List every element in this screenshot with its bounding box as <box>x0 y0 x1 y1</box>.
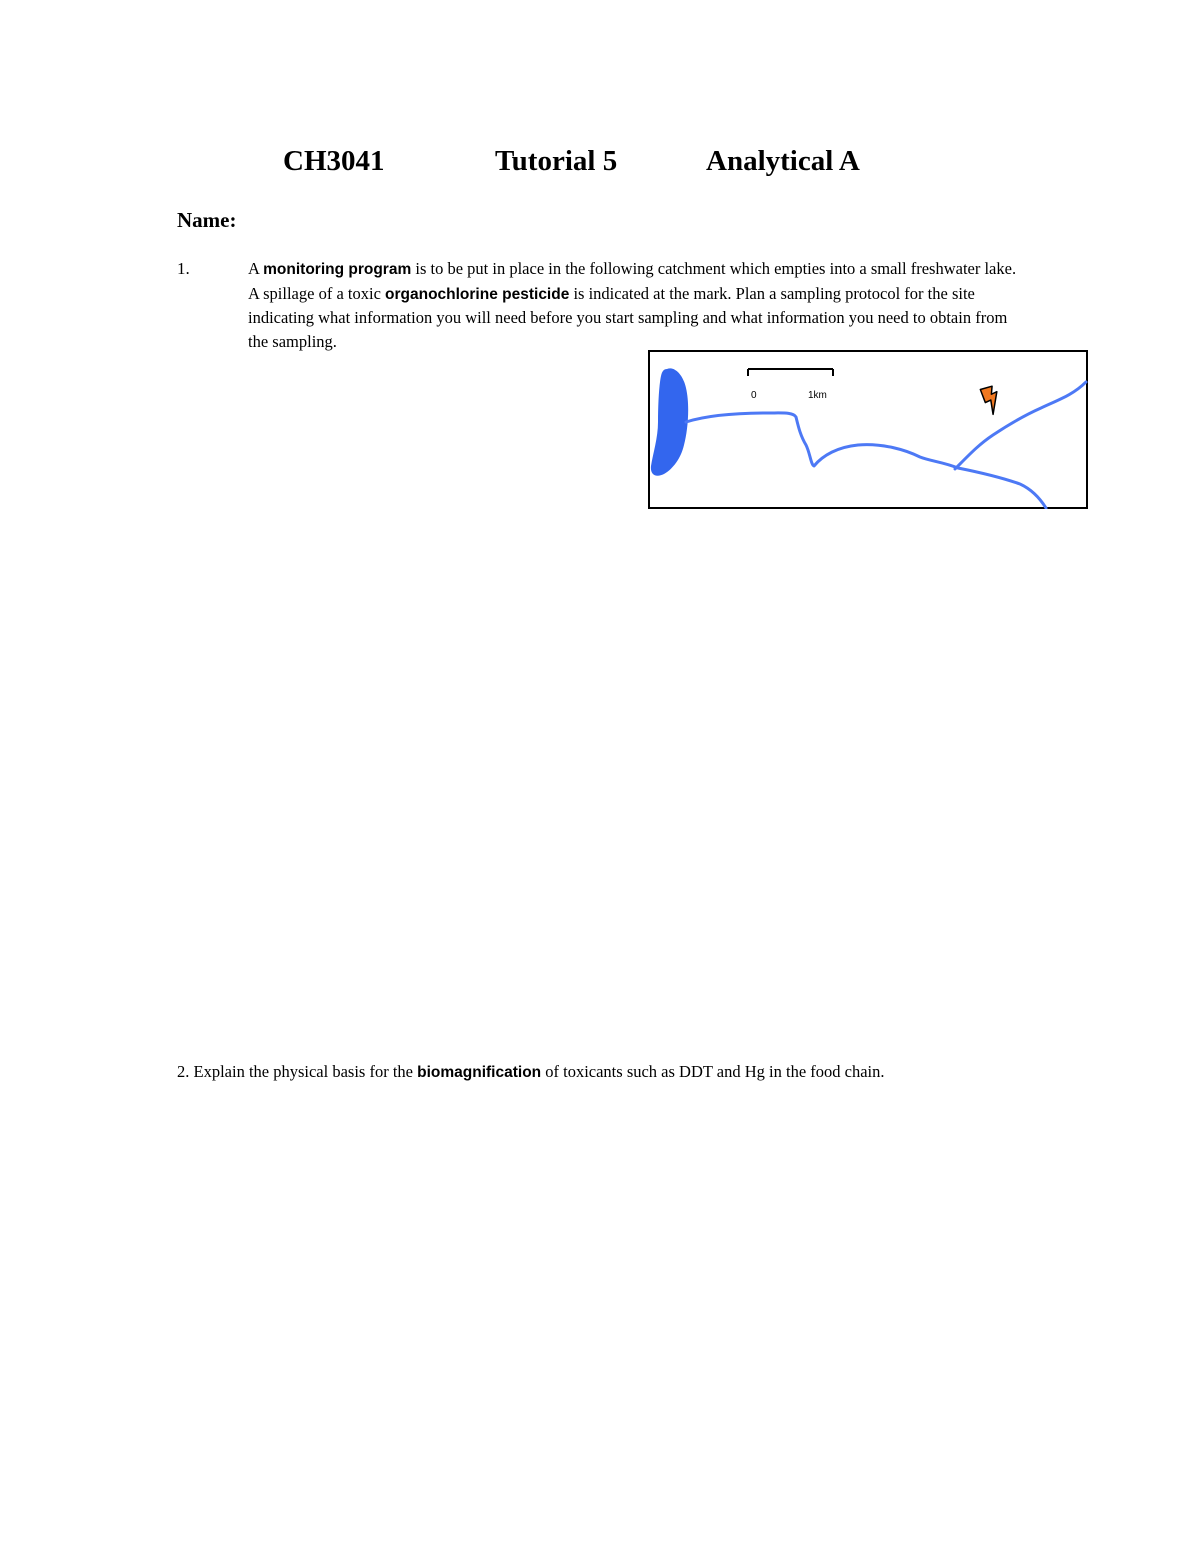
catchment-map <box>648 350 1088 509</box>
scale-start-label: 0 <box>751 390 757 401</box>
course-section: Analytical A <box>706 145 860 177</box>
term-monitoring-program: monitoring program <box>263 261 412 278</box>
question-1-number: 1. <box>177 259 190 278</box>
term-biomagnification: biomagnification <box>417 1064 542 1081</box>
question-2-text: 2. Explain the physical basis for the biomagnification of toxicants such as DDT and Hg in the food chain. <box>177 1062 885 1081</box>
course-code: CH3041 <box>283 145 385 177</box>
question-1-text: A monitoring program is to be put in place in the following catchment which empties into a small freshwater lake. A spillage of a toxic organochlorine pesticide is indicated at the mark. Plan a sampling protocol for the site indicating what information you will need before you start sampling and what information you need to obtain from the sampling. <box>248 259 1017 351</box>
name-label: Name: <box>177 208 237 232</box>
term-organochlorine-pesticide: organochlorine pesticide <box>385 285 570 303</box>
scale-end-label: 1km <box>808 390 827 401</box>
tutorial-number: Tutorial 5 <box>495 145 618 177</box>
